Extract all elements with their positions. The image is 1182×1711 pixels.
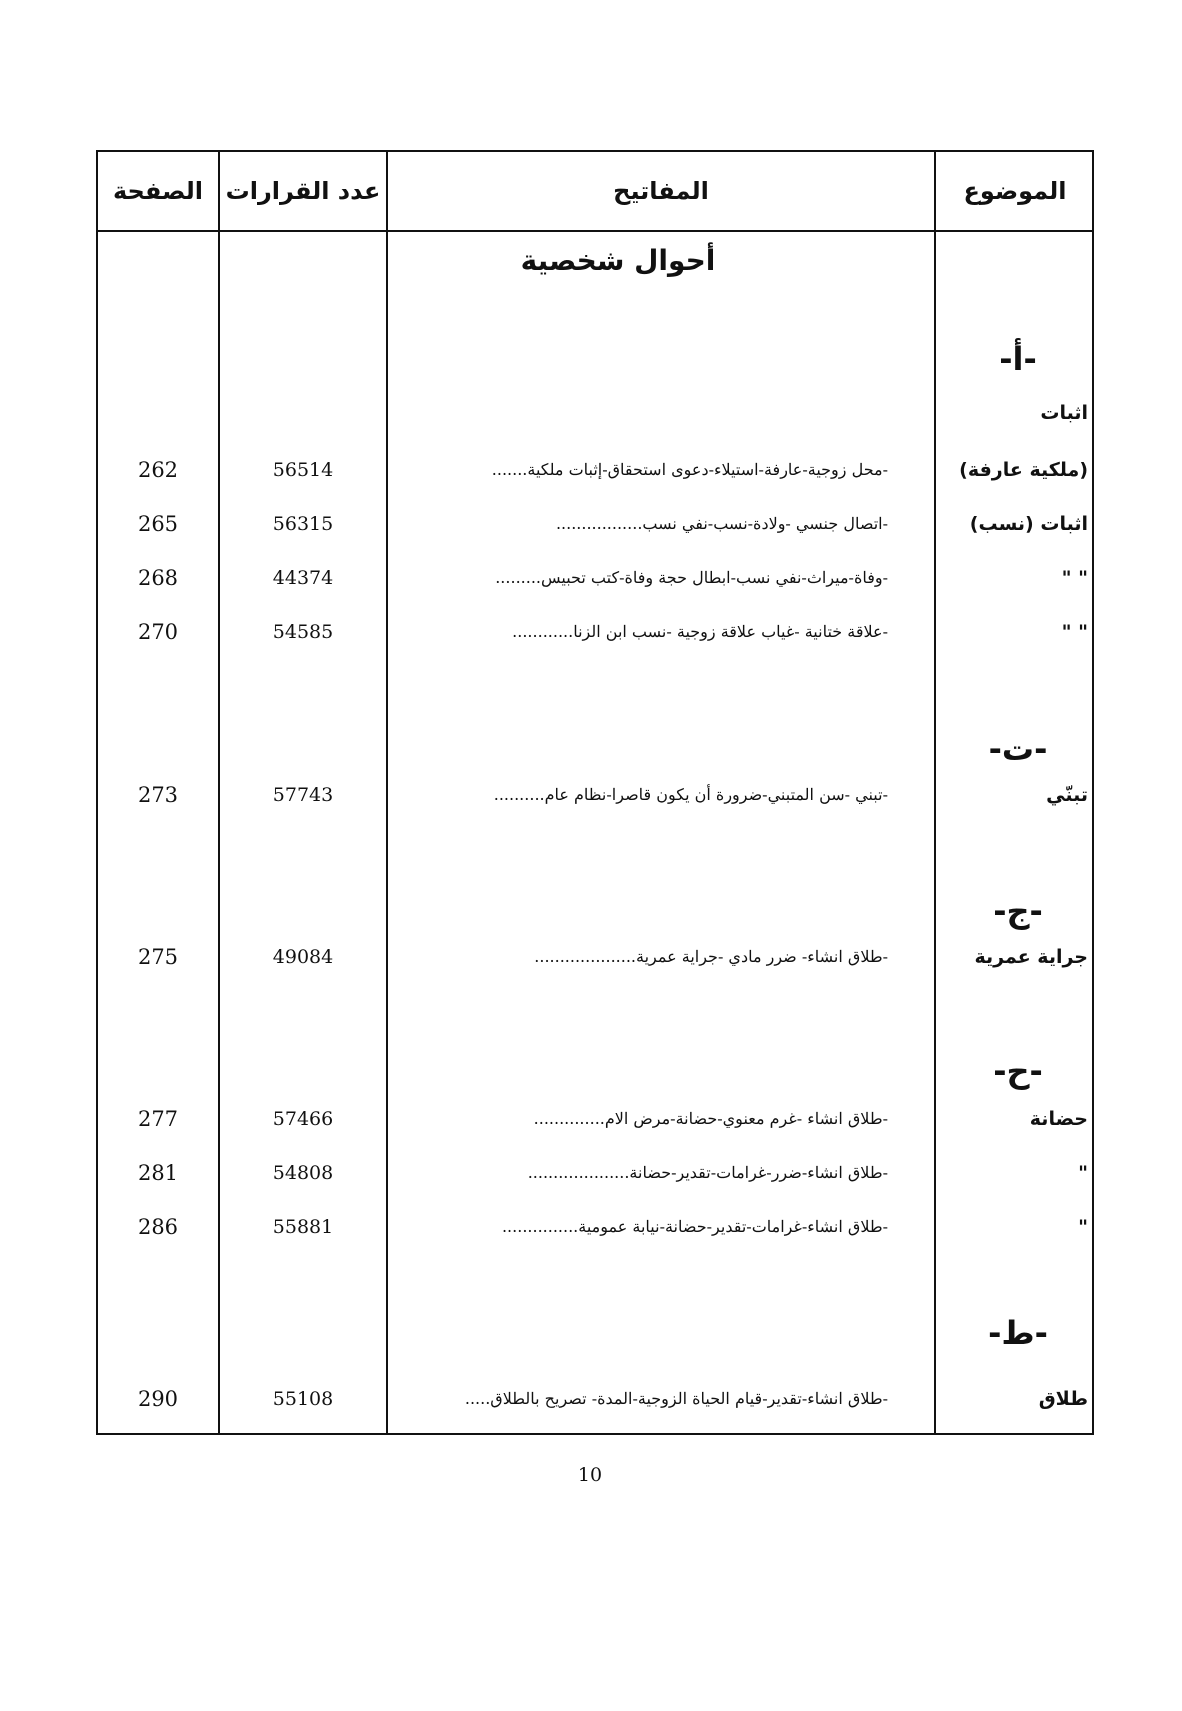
topic-cell: اثبات (نسب) (969, 513, 1088, 535)
decision-count-cell: 49084 (272, 946, 334, 968)
decision-count-cell: 54808 (272, 1162, 334, 1184)
decision-count-cell: 44374 (272, 567, 334, 589)
page-number-cell: 265 (137, 512, 179, 536)
decision-count-cell: 55108 (272, 1388, 334, 1410)
table-row (98, 1158, 1096, 1188)
topic-cell: طلاق (1038, 1388, 1088, 1410)
table-row (98, 1212, 1096, 1242)
letter-heading-ha: -ح- (993, 1052, 1043, 1090)
header-page: الصفحة (113, 177, 204, 205)
header-divider (98, 230, 1092, 232)
decision-count-cell: 56514 (272, 459, 334, 481)
decision-count-cell: 55881 (272, 1216, 334, 1238)
keywords-cell: -اتصال جنسي -ولادة-نسب-نفي نسب................. (555, 514, 888, 533)
page-number-cell: 290 (137, 1387, 179, 1411)
topic-cell: تبنّي (1046, 784, 1088, 806)
header-topic: الموضوع (963, 177, 1067, 205)
topic-cell: " " (1061, 567, 1088, 589)
page-number-cell: 277 (137, 1107, 179, 1131)
page-number-cell: 270 (137, 620, 179, 644)
decision-count-cell: 54585 (272, 621, 334, 643)
page-number-cell: 262 (137, 458, 179, 482)
page-number-cell: 286 (137, 1215, 179, 1239)
page-number-cell: 273 (137, 783, 179, 807)
keywords-cell: -محل زوجية-عارفة-استيلاء-دعوى استحقاق-إثبات ملكية....... (491, 460, 888, 479)
page-number-cell: 275 (137, 945, 179, 969)
topic-cell: حضانة (1029, 1108, 1088, 1130)
table-row (98, 563, 1096, 593)
keywords-cell: -تبني -سن المتبني-ضرورة أن يكون قاصرا-نظام عام.......... (493, 785, 888, 804)
table-row (98, 509, 1096, 539)
keywords-cell: -علاقة ختانية -غياب علاقة زوجية -نسب ابن الزنا............ (512, 622, 888, 641)
keywords-cell: -طلاق انشاء- ضرر مادي -جراية عمرية.................... (534, 947, 888, 966)
decision-count-cell: 57743 (272, 784, 334, 806)
table-row (98, 617, 1096, 647)
letter-heading-tta: -ط- (988, 1314, 1048, 1352)
page-number-cell: 281 (137, 1161, 179, 1185)
index-table (96, 150, 1094, 1435)
header-keywords: المفاتيح (613, 177, 709, 205)
topic-cell: " (1078, 1216, 1088, 1238)
letter-heading-alif: -أ- (999, 340, 1037, 378)
letter-heading-ta: -ت- (988, 730, 1048, 768)
header-decisions-count: عدد القرارات (225, 177, 381, 205)
decision-count-cell: 57466 (272, 1108, 334, 1130)
keywords-cell: -طلاق انشاء-ضرر-غرامات-تقدير-حضانة.................... (527, 1163, 888, 1182)
topic-cell: جراية عمرية (974, 946, 1088, 968)
table-row (98, 942, 1096, 972)
page-number: 10 (577, 1464, 603, 1486)
topic-cell: (ملكية عارفة) (959, 459, 1088, 481)
keywords-cell: -وفاة-ميراث-نفي نسب-ابطال حجة وفاة-كتب تحبيس......... (495, 568, 888, 587)
table-row (98, 1104, 1096, 1134)
page-number-cell: 268 (137, 566, 179, 590)
topic-heading: اثبات (1040, 402, 1088, 424)
keywords-cell: -طلاق انشاء-تقدير-قيام الحياة الزوجية-المدة- تصريح بالطلاق..... (464, 1389, 888, 1408)
table-row (98, 1384, 1096, 1414)
topic-cell: " (1078, 1162, 1088, 1184)
decision-count-cell: 56315 (272, 513, 334, 535)
topic-cell: " " (1061, 621, 1088, 643)
table-row (98, 455, 1096, 485)
section-title: أحوال شخصية (520, 244, 716, 277)
keywords-cell: -طلاق انشاء -غرم معنوي-حضانة-مرض الام.............. (533, 1109, 888, 1128)
table-row (98, 780, 1096, 810)
letter-heading-jim: -ج- (993, 892, 1043, 930)
keywords-cell: -طلاق انشاء-غرامات-تقدير-حضانة-نيابة عمومية............... (501, 1217, 888, 1236)
